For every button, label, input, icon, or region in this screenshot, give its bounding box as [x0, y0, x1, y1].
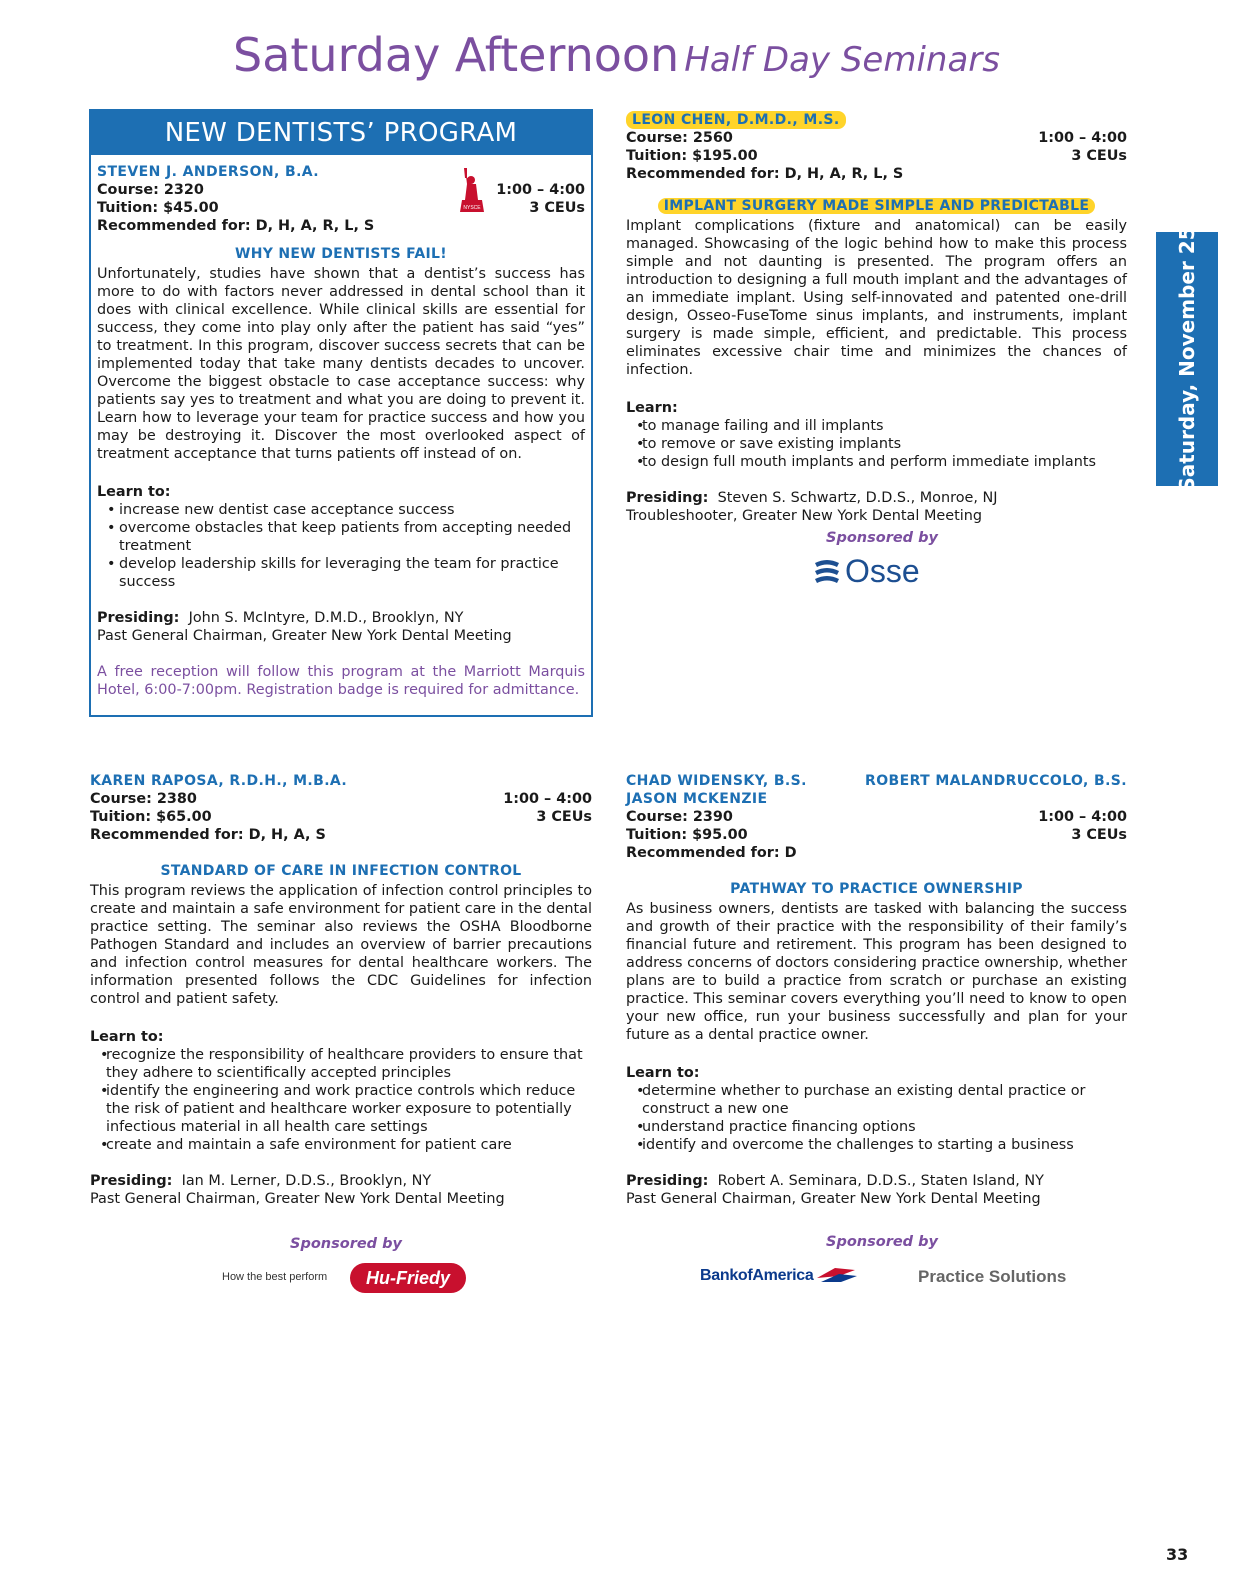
presiding-title: Past General Chairman, Greater New York Dental Meeting: [626, 1191, 1041, 1207]
sponsored-by-label: Sponsored by: [290, 1236, 402, 1252]
learn-list: [626, 417, 1127, 471]
course-description: Implant complications (fixture and anatomical) can be easily managed. Showcasing of the logic behind how to make this process simple and not daunting is presented. The program offers an introduction to designing a full mouth implant and the advantages of an immediate implant. Using self-innovated and patented one-drill design, Osseo-FuseTome sinus implants, and instruments, implant surgery is made simple, efficient, and predictable. This process eliminates excessive chair time and minimizes the chances of infection.: [626, 218, 1127, 378]
sponsored-by-label: Sponsored by: [826, 530, 938, 546]
speaker-name: JASON MCKENZIE: [626, 791, 768, 807]
course-row: [90, 790, 592, 808]
tuition-row: [626, 147, 1127, 165]
course-number: Course: 2390: [626, 809, 733, 825]
presiding-label: Presiding:: [90, 1173, 173, 1189]
speaker-name: KAREN RAPOSA, R.D.H., M.B.A.: [90, 773, 348, 789]
list-item: • develop leadership skills for leveraging the team for practice success: [97, 555, 585, 591]
tuition-row: [90, 808, 592, 826]
course-number: Course: 2560: [626, 130, 733, 146]
list-item: • to design full mouth implants and perform immediate implants: [626, 453, 1127, 471]
course-number: Course: 2380: [90, 791, 197, 807]
course-description: As business owners, dentists are tasked with balancing the success and growth of their practice with the responsibility of their family’s financial future and retirement. This program has been designed to address concerns of doctors considering practice ownership, whether plans are to build a practice from scratch or purchase an existing practice. This seminar covers everything you’ll need to know to open your new office, run your business successfully and plan for your future as a dental practice owner.: [626, 901, 1127, 1043]
bank-of-america-flag-icon: [813, 1266, 859, 1286]
sponsored-by-label: Sponsored by: [826, 1234, 938, 1250]
ceus: 3 CEUs: [529, 200, 585, 216]
course-time: 1:00 – 4:00: [503, 791, 592, 807]
presiding-name: Ian M. Lerner, D.D.S., Brooklyn, NY: [181, 1173, 432, 1189]
learn-label: Learn to:: [626, 1065, 700, 1081]
list-item: • recognize the responsibility of healthcare providers to ensure that they adhere to scientifically accepted principles: [90, 1046, 592, 1082]
recommended-for: Recommended for: D, H, A, S: [90, 827, 326, 843]
presiding-title: Past General Chairman, Greater New York Dental Meeting: [90, 1191, 505, 1207]
practice-solutions-logo: Practice Solutions: [918, 1267, 1067, 1286]
course-title: PATHWAY TO PRACTICE OWNERSHIP: [730, 881, 1023, 897]
learn-label: Learn:: [626, 400, 678, 416]
tuition: Tuition: $65.00: [90, 809, 212, 825]
learn-list: [90, 1046, 592, 1154]
list-item: • create and maintain a safe environment for patient care: [90, 1136, 592, 1154]
tuition-row: [626, 826, 1127, 844]
course-time: 1:00 – 4:00: [1038, 130, 1127, 146]
statue-of-liberty-icon: [456, 166, 494, 216]
list-item: • determine whether to purchase an existing dental practice or construct a new one: [626, 1082, 1127, 1118]
bank-of-america-logo: [700, 1266, 859, 1286]
ceus: 3 CEUs: [536, 809, 592, 825]
course-time: 1:00 – 4:00: [1038, 809, 1127, 825]
recommended-for: Recommended for: D, H, A, R, L, S: [97, 218, 375, 234]
new-dentists-seminar: [97, 163, 585, 699]
course-description: Unfortunately, studies have shown that a dentist’s success has more to do with factors never addressed in dental school than it does with clinical excellence. While clinical skills are essential for success, they come into play only after the patient has said “yes” to treatment. In this program, discover success secrets that can be implemented today that take many dentists decades to uncover. Overcome the biggest obstacle to case acceptance success: why patients say yes to treatment and what you are doing to prevent it. Learn how to leverage your team for practice success and how you may be destroying it. Discover the most overlooked aspect of treatment acceptance that turns patients off instead of on.: [97, 266, 585, 462]
osse-logo-text: Osse: [845, 553, 920, 589]
course-title: STANDARD OF CARE IN INFECTION CONTROL: [160, 863, 522, 879]
implant-seminar: [626, 111, 1127, 525]
speaker-name: ROBERT MALANDRUCCOLO, B.S.: [865, 773, 1127, 789]
list-item: • identify the engineering and work practice controls which reduce the risk of patient and healthcare worker exposure to potentially infectious material in all health care settings: [90, 1082, 592, 1136]
tuition: Tuition: $95.00: [626, 827, 748, 843]
presiding: [97, 609, 585, 627]
speaker-row: [626, 772, 1127, 790]
logo-text: NYSCE: [463, 205, 481, 211]
recommended-for: Recommended for: D: [626, 845, 797, 861]
list-item: • to remove or save existing implants: [626, 435, 1127, 453]
tuition: Tuition: $45.00: [97, 200, 219, 216]
list-item: • identify and overcome the challenges to starting a business: [626, 1136, 1127, 1154]
practice-ownership-seminar: [626, 772, 1127, 1208]
tuition: Tuition: $195.00: [626, 148, 758, 164]
new-dentists-header: NEW DENTISTS’ PROGRAM: [91, 111, 591, 155]
list-item: • understand practice financing options: [626, 1118, 1127, 1136]
presiding-label: Presiding:: [626, 1173, 709, 1189]
presiding: [626, 489, 1127, 507]
presiding-label: Presiding:: [97, 610, 180, 626]
course-row: [626, 129, 1127, 147]
presiding-name: Steven S. Schwartz, D.D.S., Monroe, NJ: [717, 490, 998, 506]
side-date-tab: [1156, 226, 1218, 492]
speaker-name: CHAD WIDENSKY, B.S.: [626, 773, 807, 789]
osse-logo-icon: [812, 557, 842, 587]
course-number: Course: 2320: [97, 182, 204, 198]
course-time: 1:00 – 4:00: [496, 182, 585, 198]
osse-logo: [812, 553, 920, 590]
course-description: This program reviews the application of infection control principles to create and maintain a safe environment for patient care in the dental practice setting. The seminar also reviews the OSHA Bloodborne Pathogen Standard and includes an overview of barrier precautions and infection control measures for dental healthcare workers. The information presented follows the CDC Guidelines for infection control and patient safety.: [90, 883, 592, 1007]
learn-label: Learn to:: [97, 484, 171, 500]
presiding: [90, 1172, 592, 1190]
infection-control-seminar: [90, 772, 592, 1208]
side-date-label: Saturday, November 25: [1175, 226, 1199, 492]
page-title: [0, 28, 1233, 82]
new-dentists-program-box: [89, 109, 593, 717]
course-title: WHY NEW DENTISTS FAIL!: [235, 246, 447, 262]
ceus: 3 CEUs: [1071, 827, 1127, 843]
list-item: • to manage failing and ill implants: [626, 417, 1127, 435]
hu-friedy-logo: Hu-Friedy: [350, 1263, 466, 1293]
presiding-name: John S. McIntyre, D.M.D., Brooklyn, NY: [188, 610, 464, 626]
presiding-label: Presiding:: [626, 490, 709, 506]
bank-of-america-text: BankofAmerica: [700, 1267, 814, 1284]
page-title-main: Saturday Afternoon: [233, 28, 680, 82]
tuition-row: [97, 199, 585, 217]
page-number: 33: [1166, 1545, 1189, 1564]
recommended-for: Recommended for: D, H, A, R, L, S: [626, 166, 904, 182]
list-item: • overcome obstacles that keep patients from accepting needed treatment: [97, 519, 585, 555]
course-title-text: IMPLANT SURGERY MADE SIMPLE AND PREDICTABLE: [658, 198, 1095, 214]
presiding-title: Past General Chairman, Greater New York Dental Meeting: [97, 628, 512, 644]
learn-list: [97, 501, 585, 591]
hu-friedy-tagline: How the best perform: [222, 1271, 328, 1283]
presiding: [626, 1172, 1127, 1190]
page-title-sub: Half Day Seminars: [684, 40, 1000, 80]
learn-list: [626, 1082, 1127, 1154]
presiding-title: Troubleshooter, Greater New York Dental Meeting: [626, 508, 982, 524]
reception-note: A free reception will follow this program at the Marriott Marquis Hotel, 6:00-7:00pm. Registration badge is required for admittance.: [97, 664, 585, 698]
course-row: [626, 808, 1127, 826]
course-title: [626, 197, 1127, 215]
speaker-name: LEON CHEN, D.M.D., M.S.: [626, 111, 846, 129]
speaker-name: STEVEN J. ANDERSON, B.A.: [97, 164, 319, 180]
course-row: [97, 181, 585, 199]
ceus: 3 CEUs: [1071, 148, 1127, 164]
list-item: • increase new dentist case acceptance success: [97, 501, 585, 519]
presiding-name: Robert A. Seminara, D.D.S., Staten Island, NY: [717, 1173, 1044, 1189]
learn-label: Learn to:: [90, 1029, 164, 1045]
